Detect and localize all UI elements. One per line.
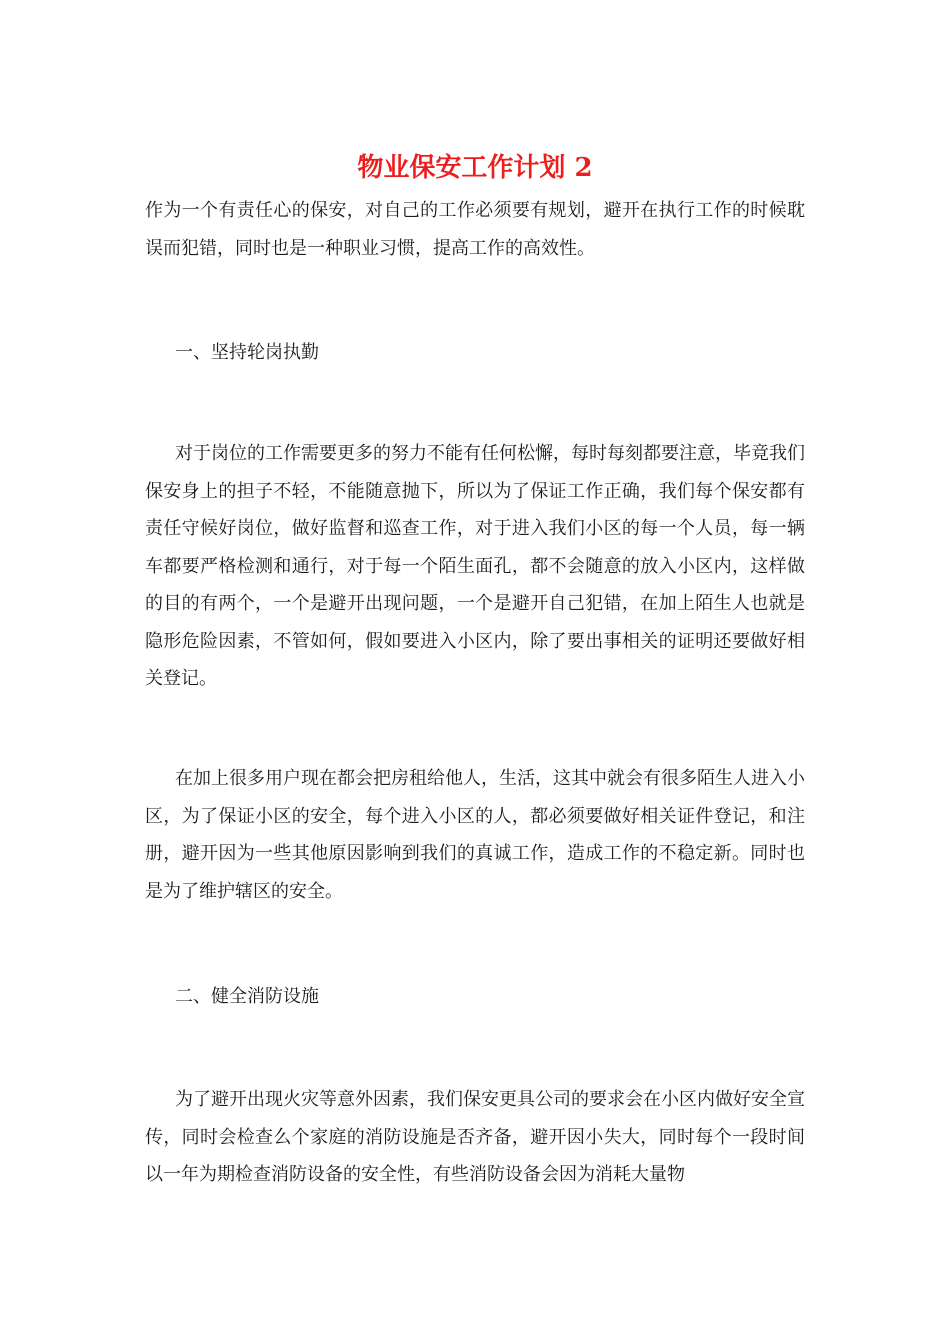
document-title: 物业保安工作计划 2 — [357, 153, 593, 183]
section-heading-2: 二、健全消防设施 — [175, 986, 319, 1007]
section-heading-1: 一、坚持轮岗执勤 — [175, 342, 319, 363]
body-paragraph-3: 为了避开出现火灾等意外因素，我们保安更具公司的要求会在小区内做好安全宣传，同时会检查么个家庭的消防设施是否齐备，避开因小失大，同时每个一段时间以一年为期检查消防设备的安全性，有些消防设备会因为消耗大量物 — [145, 1089, 805, 1185]
body-paragraph-1: 对于岗位的工作需要更多的努力不能有任何松懈，每时每刻都要注意，毕竟我们保安身上的担子不轻，不能随意抛下，所以为了保证工作正确，我们每个保安都有责任守候好岗位，做好监督和巡查工作，对于进入我们小区的每一个人员，每一辆车都要严格检测和通行，对于每一个陌生面孔，都不会随意的放入小区内，这样做的目的有两个，一个是避开出现问题，一个是避开自己犯错，在加上陌生人也就是隐形危险因素，不管如何，假如要进入小区内，除了要出事相关的证明还要做好相关登记。 — [145, 443, 805, 689]
intro-paragraph: 作为一个有责任心的保安，对自己的工作必须要有规划，避开在执行工作的时候耽误而犯错，同时也是一种职业习惯，提高工作的高效性。 — [145, 200, 805, 259]
body-paragraph-2: 在加上很多用户现在都会把房租给他人，生活，这其中就会有很多陌生人进入小区，为了保证小区的安全，每个进入小区的人，都必须要做好相关证件登记，和注册，避开因为一些其他原因影响到我们的真诚工作，造成工作的不稳定新。同时也是为了维护辖区的安全。 — [145, 768, 805, 902]
